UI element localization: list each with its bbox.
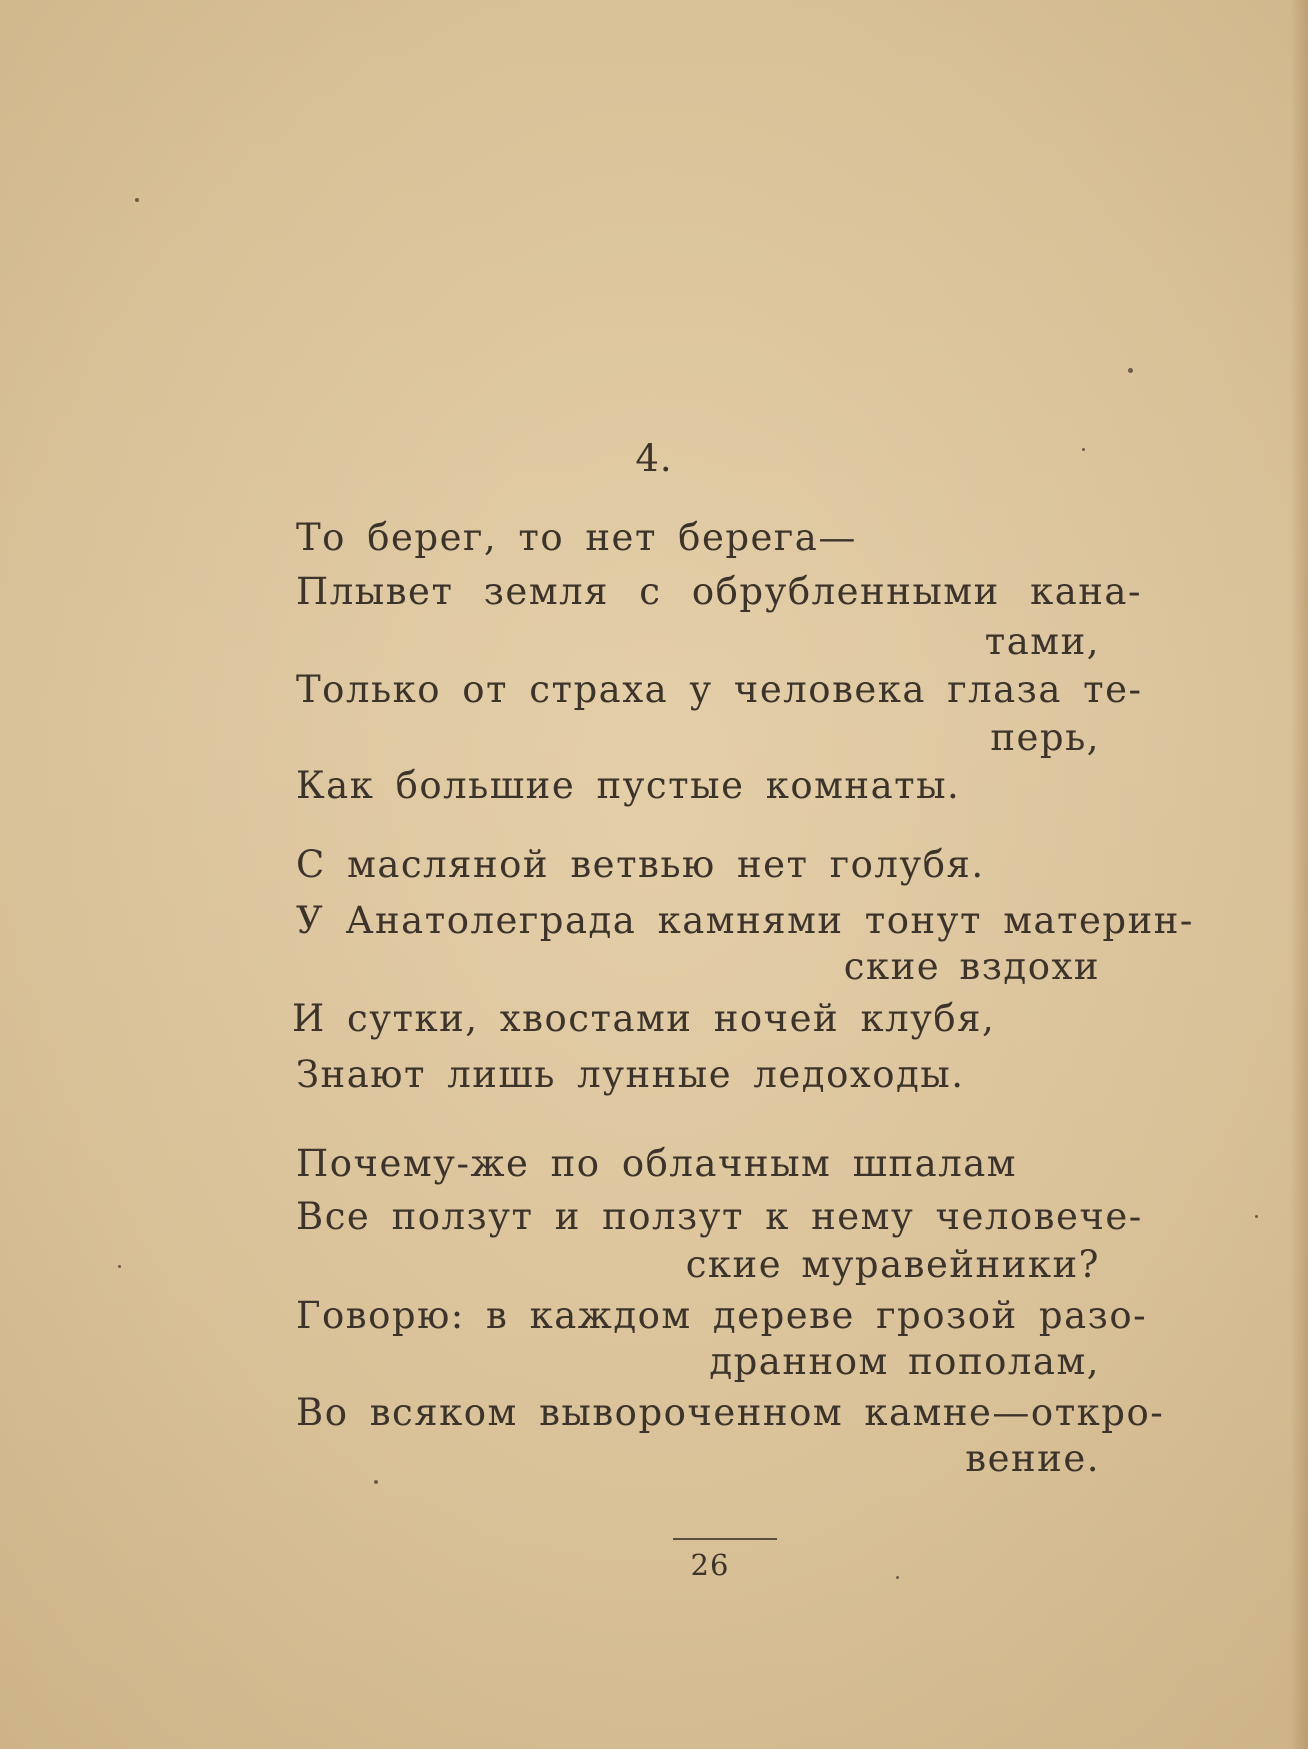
paper-speck (1082, 448, 1085, 451)
poem-line: Почему-же по облачным шпалам (296, 1142, 1018, 1185)
poem-line-continuation: тами, (984, 620, 1100, 663)
poem-line: Все ползут и ползут к нему человече- (296, 1195, 1143, 1238)
poem-line: Знают лишь лунные ледоходы. (296, 1053, 965, 1096)
paper-speck (1255, 1215, 1258, 1218)
poem-line-continuation: ские вздохи (843, 945, 1100, 988)
poem-line: Во всяком вывороченном камне—откро- (296, 1391, 1165, 1434)
poem-line: С масляной ветвью нет голубя. (296, 843, 985, 886)
poem-line-continuation: ские муравейники? (685, 1243, 1100, 1286)
paper-speck (118, 1265, 121, 1268)
section-number: 4. (635, 437, 673, 480)
poem-line: Плывет земля с обрубленными кана- (296, 570, 1142, 613)
paper-speck (135, 198, 139, 202)
poem-line: То берег, то нет берега— (296, 516, 857, 559)
paper-speck (1128, 368, 1133, 373)
poem-line-continuation: перь, (990, 716, 1100, 759)
poem-line: Говорю: в каждом дереве грозой разо- (296, 1294, 1148, 1337)
poem-line: И сутки, хвостами ночей клубя, (292, 997, 996, 1040)
paper-speck (896, 1576, 899, 1579)
paper-speck (374, 1480, 378, 1484)
page-number: 26 (690, 1548, 730, 1582)
poem-line: У Анатолеграда камнями тонут материн- (296, 899, 1194, 942)
poem-line-continuation: вение. (965, 1437, 1100, 1480)
page-number-rule (673, 1538, 777, 1540)
poem-line: Как большие пустые комнаты. (296, 764, 961, 807)
poem-line-continuation: дранном пополам, (709, 1340, 1100, 1383)
poem-line: Только от страха у человека глаза те- (296, 668, 1143, 711)
